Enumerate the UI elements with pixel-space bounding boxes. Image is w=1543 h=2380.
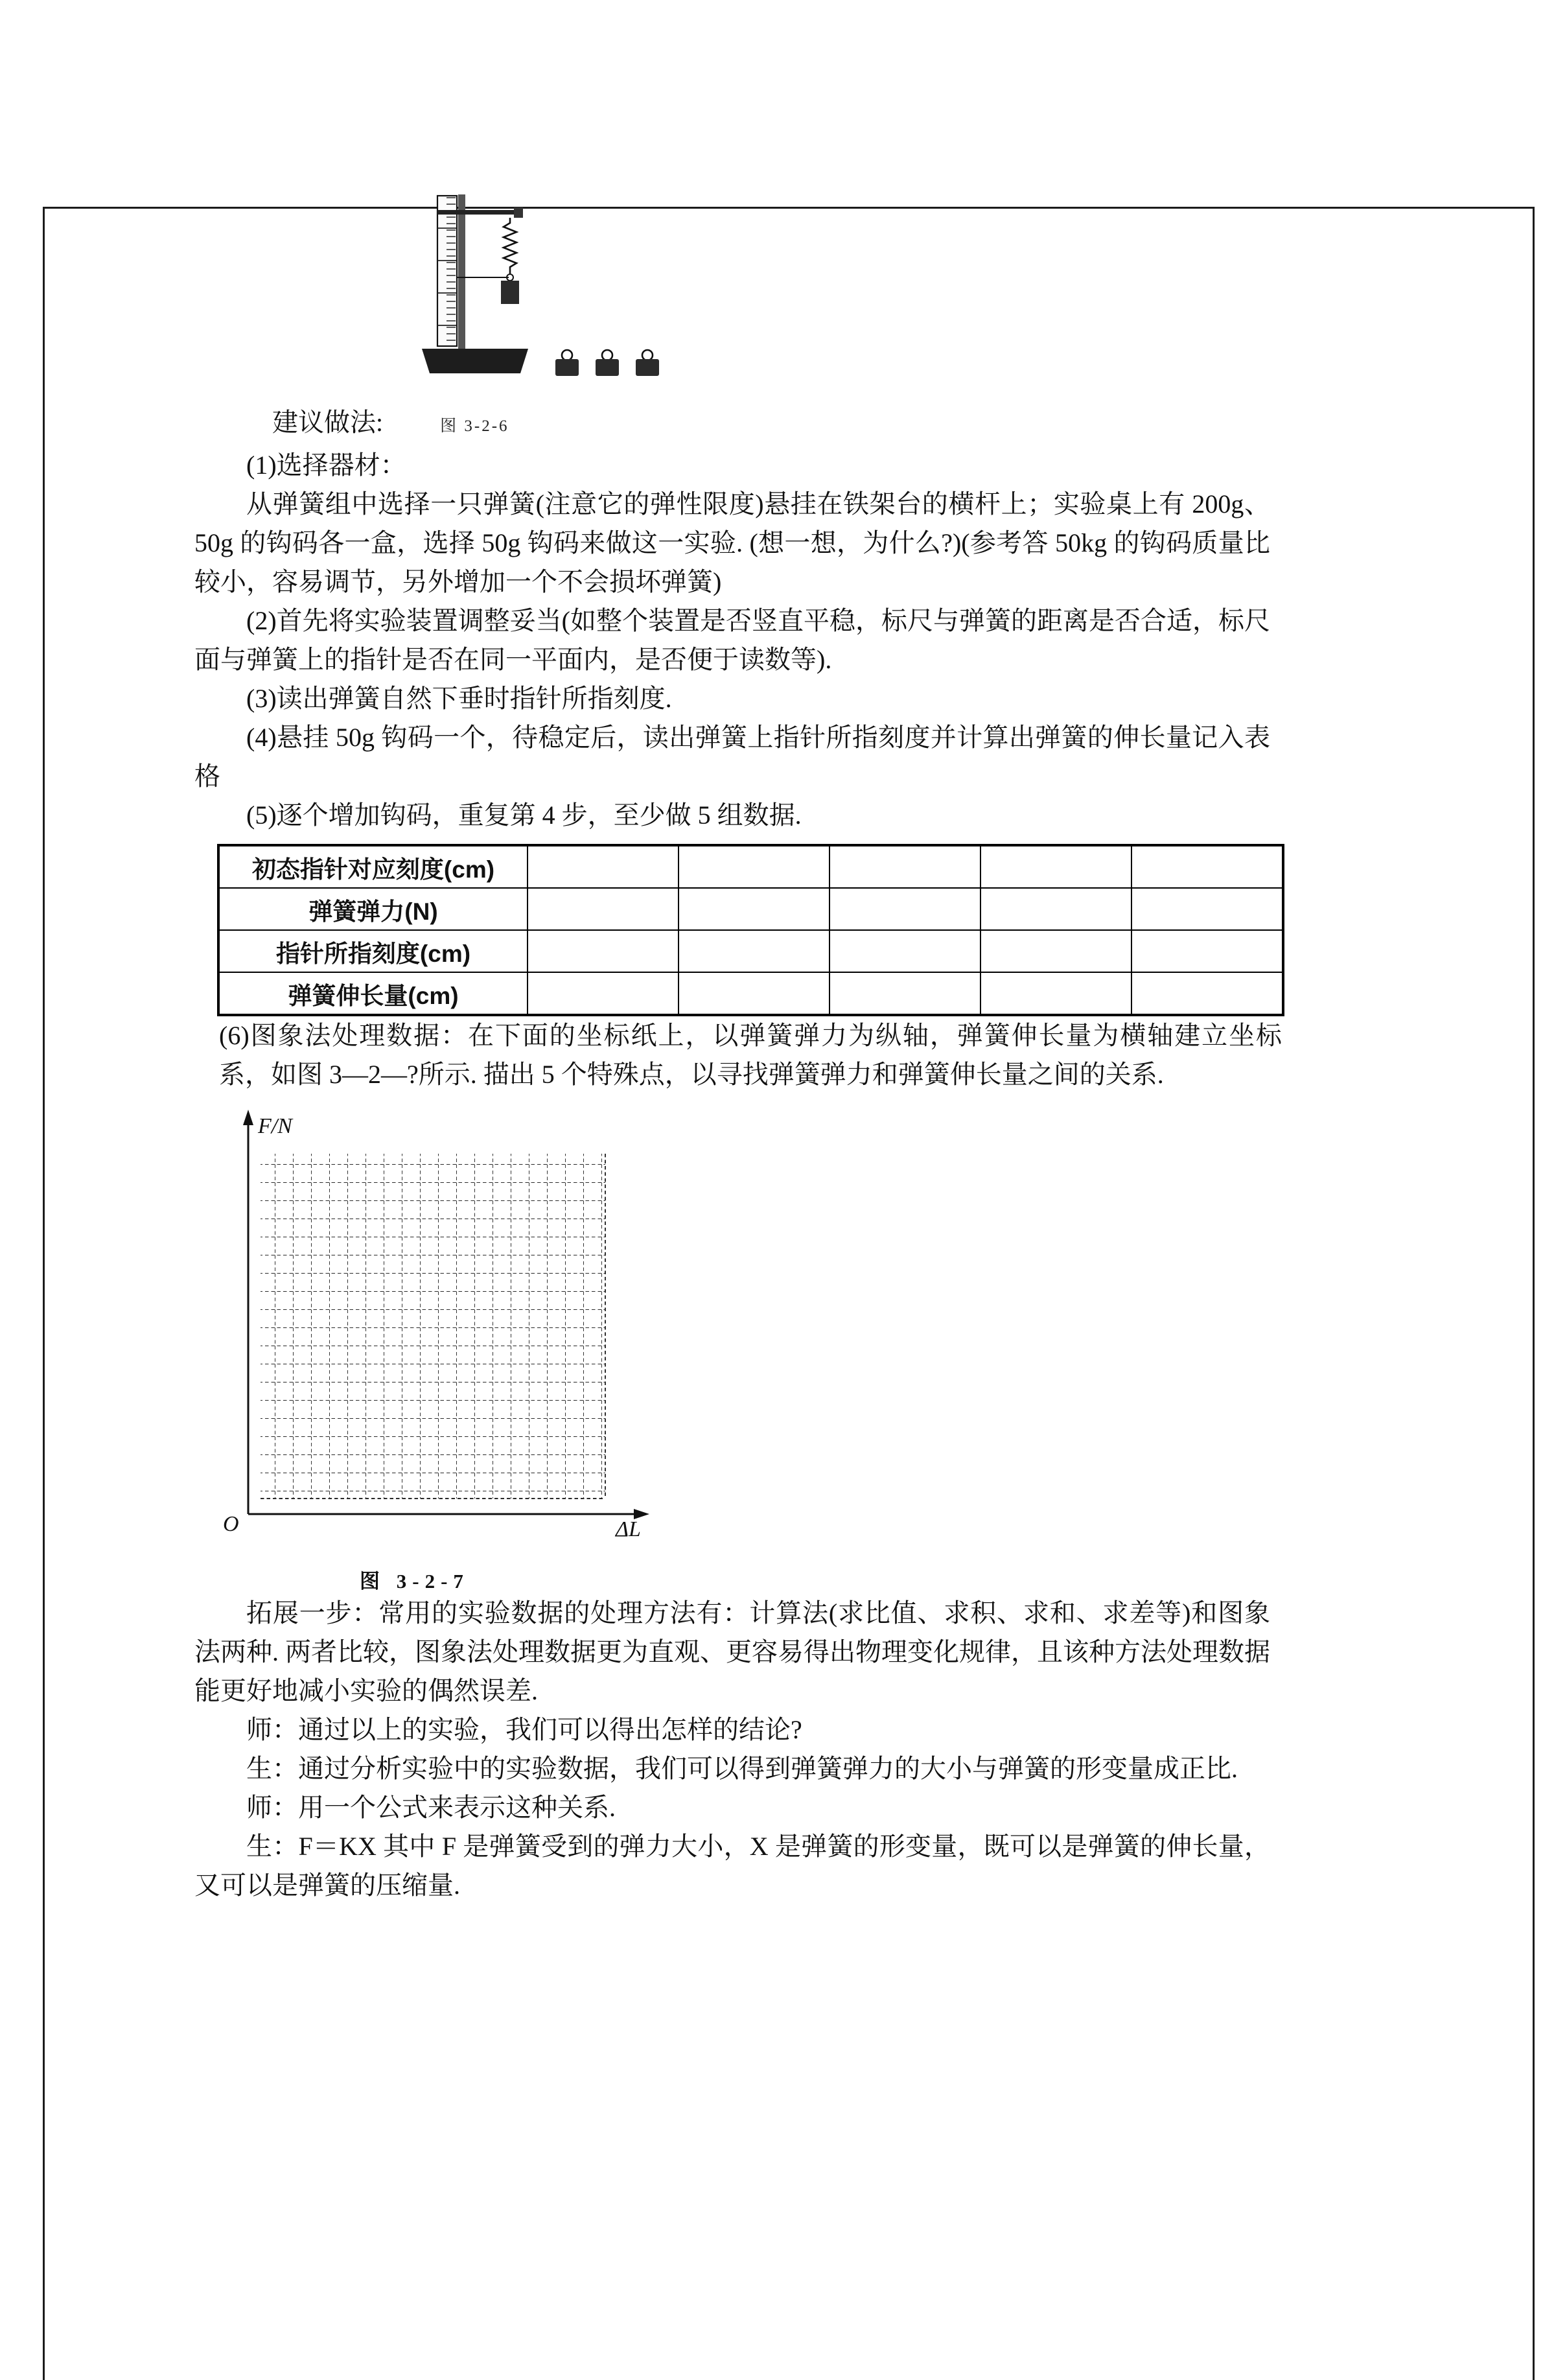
figure-graph	[220, 1110, 674, 1594]
table-cell	[1131, 888, 1283, 930]
table-cell	[528, 888, 679, 930]
table-cell	[1131, 930, 1283, 972]
step-1-detail-paragraph: 从弹簧组中选择一只弹簧(注意它的弹性限度)悬挂在铁架台的横杆上；实验桌上有 200g、50g 的钩码各一盒，选择 50g 钩码来做这一实验. (想一想，为什么?)(参考答 50kg 的钩码质量比较小，容易调节，另外增加一个不会损坏弹簧)	[194, 489, 1270, 596]
row-label-extension: 弹簧伸长量(cm)	[218, 972, 528, 1015]
step-1-paragraph: (1)选择器材：	[246, 450, 406, 480]
measurement-table	[217, 844, 1284, 1016]
y-axis-label: F/N	[258, 1114, 292, 1138]
table-cell	[830, 845, 980, 888]
spare-weights	[555, 350, 659, 376]
table-cell	[528, 972, 679, 1015]
table-cell	[980, 972, 1131, 1015]
table-cell	[528, 845, 679, 888]
table-cell	[528, 930, 679, 972]
table-row-spring-force	[218, 888, 1283, 930]
figure2-caption: 图 3-2-7	[360, 1570, 469, 1592]
x-axis-label: ΔL	[616, 1517, 641, 1541]
y-axis-arrow	[243, 1110, 253, 1125]
step-6-paragraph: (6)图象法处理数据：在下面的坐标纸上，以弹簧弹力为纵轴，弹簧伸长量为横轴建立坐标系，如图 3—2—?所示. 描出 5 个特殊点，以寻找弹簧弹力和弹簧伸长量之间的关系.	[219, 1021, 1282, 1089]
row-label-pointer-scale: 指针所指刻度(cm)	[218, 930, 528, 972]
table-cell	[980, 845, 1131, 888]
suggest-row	[194, 403, 1543, 446]
teacher-line-1: 师：通过以上的实验，我们可以得出怎样的结论?	[246, 1715, 802, 1744]
student-line-2: 生：F＝KX 其中 F 是弹簧受到的弹力大小，X 是弹簧的形变量，既可以是弹簧的伸长量，又可以是弹簧的压缩量.	[194, 1832, 1270, 1900]
table-cell	[1131, 845, 1283, 888]
table-cell	[679, 845, 830, 888]
table-cell	[679, 888, 830, 930]
figure-spring-apparatus	[418, 194, 742, 389]
step-4-paragraph: (4)悬挂 50g 钩码一个，待稳定后，读出弹簧上指针所指刻度并计算出弹簧的伸长量记入表格	[194, 723, 1270, 791]
hanging-weight	[501, 281, 519, 304]
figure1-caption: 图 3-2-6	[440, 417, 509, 435]
table-cell	[830, 888, 980, 930]
graph-drawing	[220, 1110, 674, 1543]
table-cell	[980, 888, 1131, 930]
table-cell	[1131, 972, 1283, 1015]
step-5-paragraph: (5)逐个增加钩码，重复第 4 步，至少做 5 组数据.	[246, 800, 802, 830]
table-cell	[980, 930, 1131, 972]
step-2-paragraph: (2)首先将实验装置调整妥当(如整个装置是否竖直平稳，标尺与弹簧的距离是否合适，标尺面与弹簧上的指针是否在同一平面内，是否便于读数等).	[194, 606, 1270, 674]
apparatus-drawing	[418, 194, 742, 389]
spring	[457, 218, 519, 304]
extension-paragraph: 拓展一步：常用的实验数据的处理方法有：计算法(求比值、求积、求和、求差等)和图象法两种. 两者比较，图象法处理数据更为直观、更容易得出物理变化规律，且该种方法处理数据能更好地减小实验的偶然误差.	[194, 1598, 1270, 1705]
origin-label: O	[223, 1512, 239, 1536]
step-3-paragraph: (3)读出弹簧自然下垂时指针所指刻度.	[246, 684, 672, 713]
table-cell	[679, 930, 830, 972]
stand-pole	[458, 194, 465, 350]
table-cell	[830, 930, 980, 972]
document-content	[0, 194, 1543, 1905]
table-row-extension	[218, 972, 1283, 1015]
row-label-spring-force: 弹簧弹力(N)	[218, 888, 528, 930]
teacher-line-2: 师：用一个公式来表示这种关系.	[246, 1793, 616, 1822]
row-label-initial-scale: 初态指针对应刻度(cm)	[218, 845, 528, 888]
graph-grid	[261, 1154, 605, 1499]
student-line-1: 生：通过分析实验中的实验数据，我们可以得到弹簧弹力的大小与弹簧的形变量成正比.	[246, 1754, 1238, 1783]
ruler	[437, 196, 457, 346]
table-cell	[679, 972, 830, 1015]
table-row-pointer-scale	[218, 930, 1283, 972]
suggestion-heading: 建议做法:	[272, 408, 384, 437]
stand-base	[422, 349, 528, 373]
table-row-initial-scale	[218, 845, 1283, 888]
table-cell	[830, 972, 980, 1015]
